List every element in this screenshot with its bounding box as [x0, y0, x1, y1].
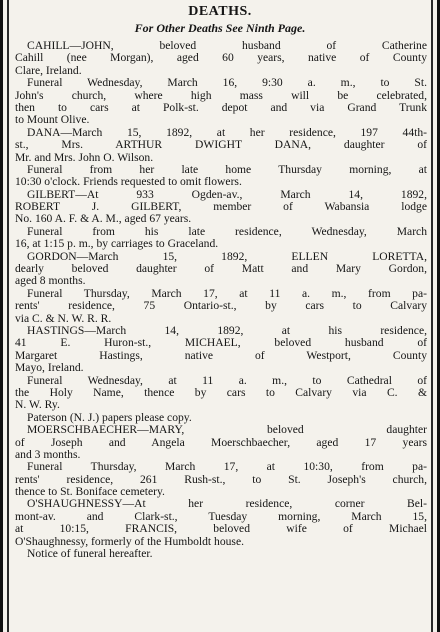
notice-line: Clare, Ireland.: [15, 64, 82, 77]
notice-line: Funeral Thursday, March 17, at 11 a. m., from pa-: [27, 287, 427, 300]
notice-line: Funeral from his late residence, Wednesday, March: [27, 225, 427, 238]
notice-line: GORDON—March 15, 1892, ELLEN LORETTA,: [27, 250, 427, 263]
notice-line: Funeral Wednesday, March 16, 9:30 a. m., to St.: [27, 77, 427, 90]
notice-line: HASTINGS—March 14, 1892, at his residence,: [27, 324, 427, 337]
notice-line: DANA—March 15, 1892, at her residence, 197 44th-: [27, 126, 427, 139]
column-rule-right: [431, 0, 433, 632]
notice-line: CAHILL—JOHN, beloved husband of Catherine: [27, 40, 427, 52]
notice-line: Mayo, Ireland.: [15, 362, 84, 375]
notice-line: 10:30 o'clock. Friends requested to omit flowers.: [15, 176, 242, 189]
notice-line: 41 E. Huron-st., MICHAEL, beloved husband of: [15, 337, 427, 350]
death-notice-gilbert: [15, 189, 427, 251]
notice-line: thence to St. Boniface cemetery.: [15, 486, 165, 499]
column-rule-left: [7, 0, 9, 632]
notice-line: mont-av. and Clark-st., Tuesday morning, March 15,: [15, 510, 427, 523]
notice-line: dearly beloved daughter of Matt and Mary Gordon,: [15, 263, 427, 276]
notice-line: of Joseph and Angela Moerschbaecher, aged 17 years: [15, 436, 427, 449]
notice-line: O'Shaughnessy, formerly of the Humboldt house.: [15, 535, 244, 548]
notice-line: 16, at 1:15 p. m., by carriages to Graceland.: [15, 238, 219, 251]
notice-line: aged 8 months.: [15, 275, 86, 288]
notice-line: Paterson (N. J.) papers please copy.: [27, 411, 192, 424]
notice-line: GILBERT—At 933 Ogden-av., March 14, 1892,: [27, 188, 427, 201]
notice-line: John's church, where high mass will be celebrated,: [15, 89, 427, 102]
notice-line: MOERSCHBAECHER—MARY, beloved daughter: [27, 424, 427, 437]
death-notice-hastings: [15, 325, 427, 424]
section-subheading: For Other Deaths See Ninth Page.: [134, 21, 306, 35]
notice-line: O'SHAUGHNESSY—At her residence, corner Bel-: [27, 498, 427, 511]
section-heading: DEATHS.: [188, 4, 252, 19]
death-notice-gordon: [15, 251, 427, 325]
notice-line: st., Mrs. ARTHUR DWIGHT DANA, daughter of: [15, 139, 427, 152]
notice-line: Mr. and Mrs. John O. Wilson.: [15, 151, 154, 164]
notice-line: the Holy Name, thence by cars to Calvary via C. &: [15, 386, 427, 399]
notice-line: N. W. Ry.: [15, 399, 60, 412]
death-notices-list: [3, 40, 437, 560]
notice-line: to Mount Olive.: [15, 114, 90, 127]
notice-line: No. 160 A. F. & A. M., aged 67 years.: [15, 213, 192, 226]
notice-line: ROBERT J. GILBERT, member of Wabansia lodge: [15, 201, 427, 214]
notice-line: rents' residence, 75 Ontario-st., by cars to Calvary: [15, 300, 427, 313]
notice-line: then to cars at Polk-st. depot and via Grand Trunk: [15, 101, 427, 114]
notice-line: at 10:15, FRANCIS, beloved wife of Michael: [15, 523, 427, 536]
death-notice-cahill: [15, 40, 427, 127]
notice-line: Margaret Hastings, native of Westport, County: [15, 349, 427, 362]
notice-line: and 3 months.: [15, 448, 81, 461]
notice-line: Notice of funeral hereafter.: [27, 548, 153, 561]
death-notice-dana: [15, 127, 427, 189]
notice-line: Funeral from her late home Thursday morning, at: [27, 163, 427, 176]
notice-line: rents' residence, 261 Rush-st., to St. Joseph's church,: [15, 473, 427, 486]
death-notice-moerschbaecher: [15, 424, 427, 498]
notice-line: Cahill (nee Morgan), aged 60 years, native of County: [15, 52, 427, 65]
notice-line: via C. & N. W. R. R.: [15, 312, 112, 325]
notice-line: Funeral Thursday, March 17, at 10:30, from pa-: [27, 461, 427, 474]
notice-line: Funeral Wednesday, at 11 a. m., to Cathedral of: [27, 374, 427, 387]
death-notice-oshaughnessy: [15, 498, 427, 560]
